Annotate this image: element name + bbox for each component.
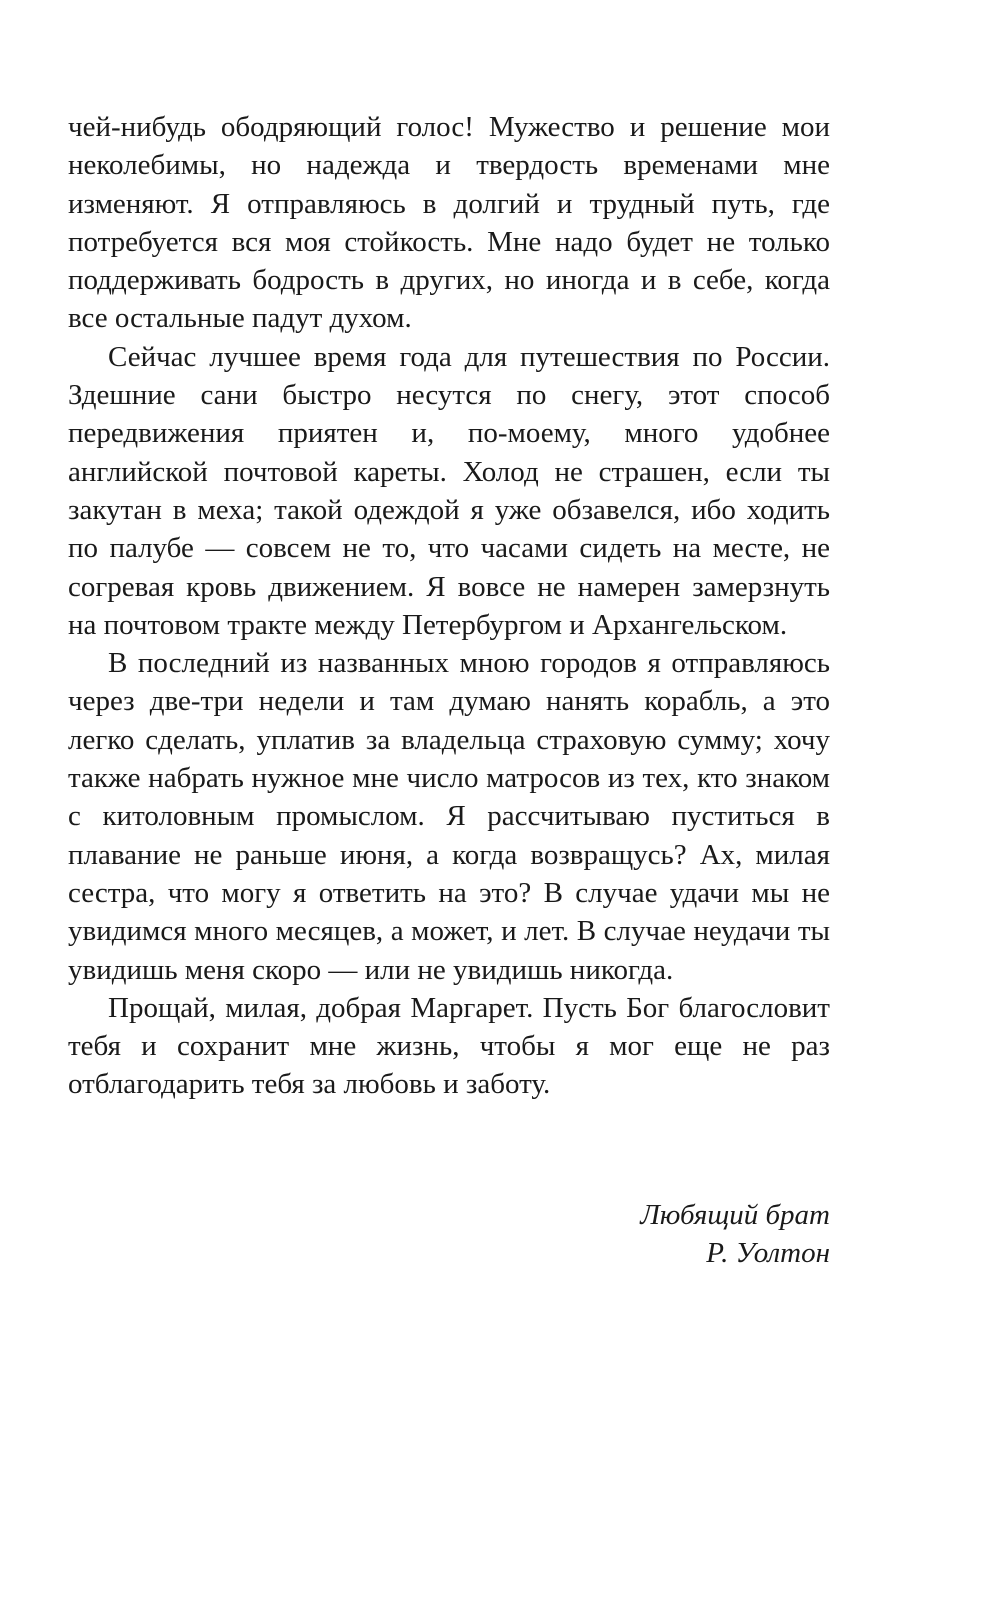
paragraph-4: Прощай, милая, добрая Маргарет. Пусть Бог благословит тебя и сохранит мне жизнь, чтобы я мог еще не раз отблагодарить тебя за любовь и заботу.	[68, 991, 830, 1101]
paragraph-1: чей-нибудь ободряющий голос! Мужество и решение мои неколебимы, но надежда и твердость временами мне изменяют. Я отправляюсь в долгий и трудный путь, где потребуется вся моя стойкость. Мне надо будет не только поддерживать бодрость в других, но иногда и в себе, когда все остальные падут духом.	[68, 111, 830, 335]
signature-name: Р. Уолтон	[706, 1237, 830, 1270]
paragraph-2: Сейчас лучшее время года для путешествия по России. Здешние сани быстро несутся по снегу, этот способ передвижения приятен и, по-моему, много удобнее английской почтовой кареты. Холод не страшен, если ты закутан в меха; такой одеждой я уже обзавелся, ибо ходить по палубе — совсем не то, что часами сидеть на месте, не согревая кровь движением. Я вовсе не намерен замерзнуть на почтовом тракте между Петербургом и Архангельском.	[68, 340, 830, 641]
letter-body	[68, 108, 830, 1104]
signature-closing: Любящий брат	[640, 1199, 830, 1231]
paragraph-3: В последний из названных мною городов я отправляюсь через две-три недели и там думаю нанять корабль, а это легко сделать, уплатив за владельца страховую сумму; хочу также набрать нужное мне число матросов из тех, кто знаком с китоловным промыслом. Я рассчитываю пуститься в плавание не раньше июня, а когда возвращусь? Ах, милая сестра, что могу я ответить на это? В случае удачи мы не увидимся много месяцев, а может, и лет. В случае неудачи ты увидишь меня скоро — или не увидишь никогда.	[68, 647, 830, 986]
signature-block	[640, 1196, 830, 1273]
